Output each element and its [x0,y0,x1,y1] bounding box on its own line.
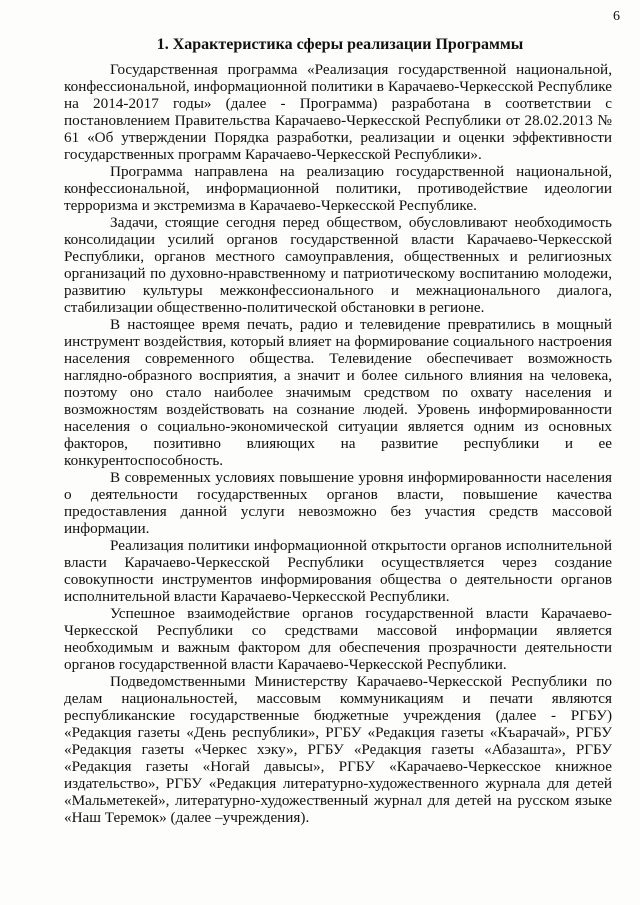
paragraph-interaction: Успешное взаимодействие органов государственной власти Карачаево-Черкесской Республики со средствами массовой информации является необходимым и важным фактором для обеспечения прозрачности деятельности органов государственной власти Карачаево-Черкесской Республики. [64,605,612,673]
page-number: 6 [613,9,620,24]
document-body [64,61,612,826]
paragraph-informedness: В современных условиях повышение уровня информированности населения о деятельности государственных органов власти, повышение качества предоставления данной услуги невозможно без участия средств массовой информации. [64,469,612,537]
paragraph-program-basis: Государственная программа «Реализация государственной национальной, конфессиональной, информационной политики в Карачаево-Черкесской Республике на 2014-2017 годы» (далее - Программа) разработана в соответствии с постановлением Правительства Карачаево-Черкесской Республики от 28.02.2013 № 61 «Об утверждении Порядка разработки, реализации и оценки эффективности государственных программ Карачаево-Черкесской Республики». [64,61,612,163]
paragraph-media-influence: В настоящее время печать, радио и телевидение превратились в мощный инструмент воздействия, который влияет на формирование социального настроения населения современного общества. Телевидение обеспечивает возможность наглядно-образного восприятия, а значит и более сильного влияния на человека, поэтому оно стало наиболее значимым средством по охвату населения и возможностям воздействовать на сознание людей. Уровень информированности населения о социально-экономической ситуации является одним из основных факторов, позитивно влияющих на развитие республики и ее конкурентоспособность. [64,316,612,469]
paragraph-openness-policy: Реализация политики информационной открытости органов исполнительной власти Карачаево-Черкесской Республики осуществляется через создание совокупности инструментов информирования общества о деятельности органов исполнительной власти Карачаево-Черкесской Республики. [64,537,612,605]
section-heading: 1. Характеристика сферы реализации Программы [156,36,524,53]
paragraph-tasks: Задачи, стоящие сегодня перед обществом, обусловливают необходимость консолидации усилий органов государственной власти Карачаево-Черкесской Республики, органов местного самоуправления, общественных и религиозных организаций по духовно-нравственному и патриотическому воспитанию молодежи, развитию культуры межконфессионального и межнационального диалога, стабилизации общественно-политической обстановки в регионе. [64,214,612,316]
paragraph-subordinate-institutions: Подведомственными Министерству Карачаево-Черкесской Республики по делам национальностей, массовым коммуникациям и печати являются республиканские государственные бюджетные учреждения (далее - РГБУ) «Редакция газеты «День республики», РГБУ «Редакция газеты «Къарачай», РГБУ «Редакция газеты «Черкес хэку», РГБУ «Редакция газеты «Абазашта», РГБУ «Редакция газеты «Ногай давысы», РГБУ «Карачаево-Черкесское книжное издательство», РГБУ «Редакция литературно-художественного журнала для детей «Мальметекей», литературно-художественный журнал для детей на русском языке «Наш Теремок» (далее –учреждения). [64,673,612,826]
paragraph-program-aim: Программа направлена на реализацию государственной национальной, конфессиональной, информационной политики, противодействие идеологии терроризма и экстремизма в Карачаево-Черкесской Республике. [64,163,612,214]
